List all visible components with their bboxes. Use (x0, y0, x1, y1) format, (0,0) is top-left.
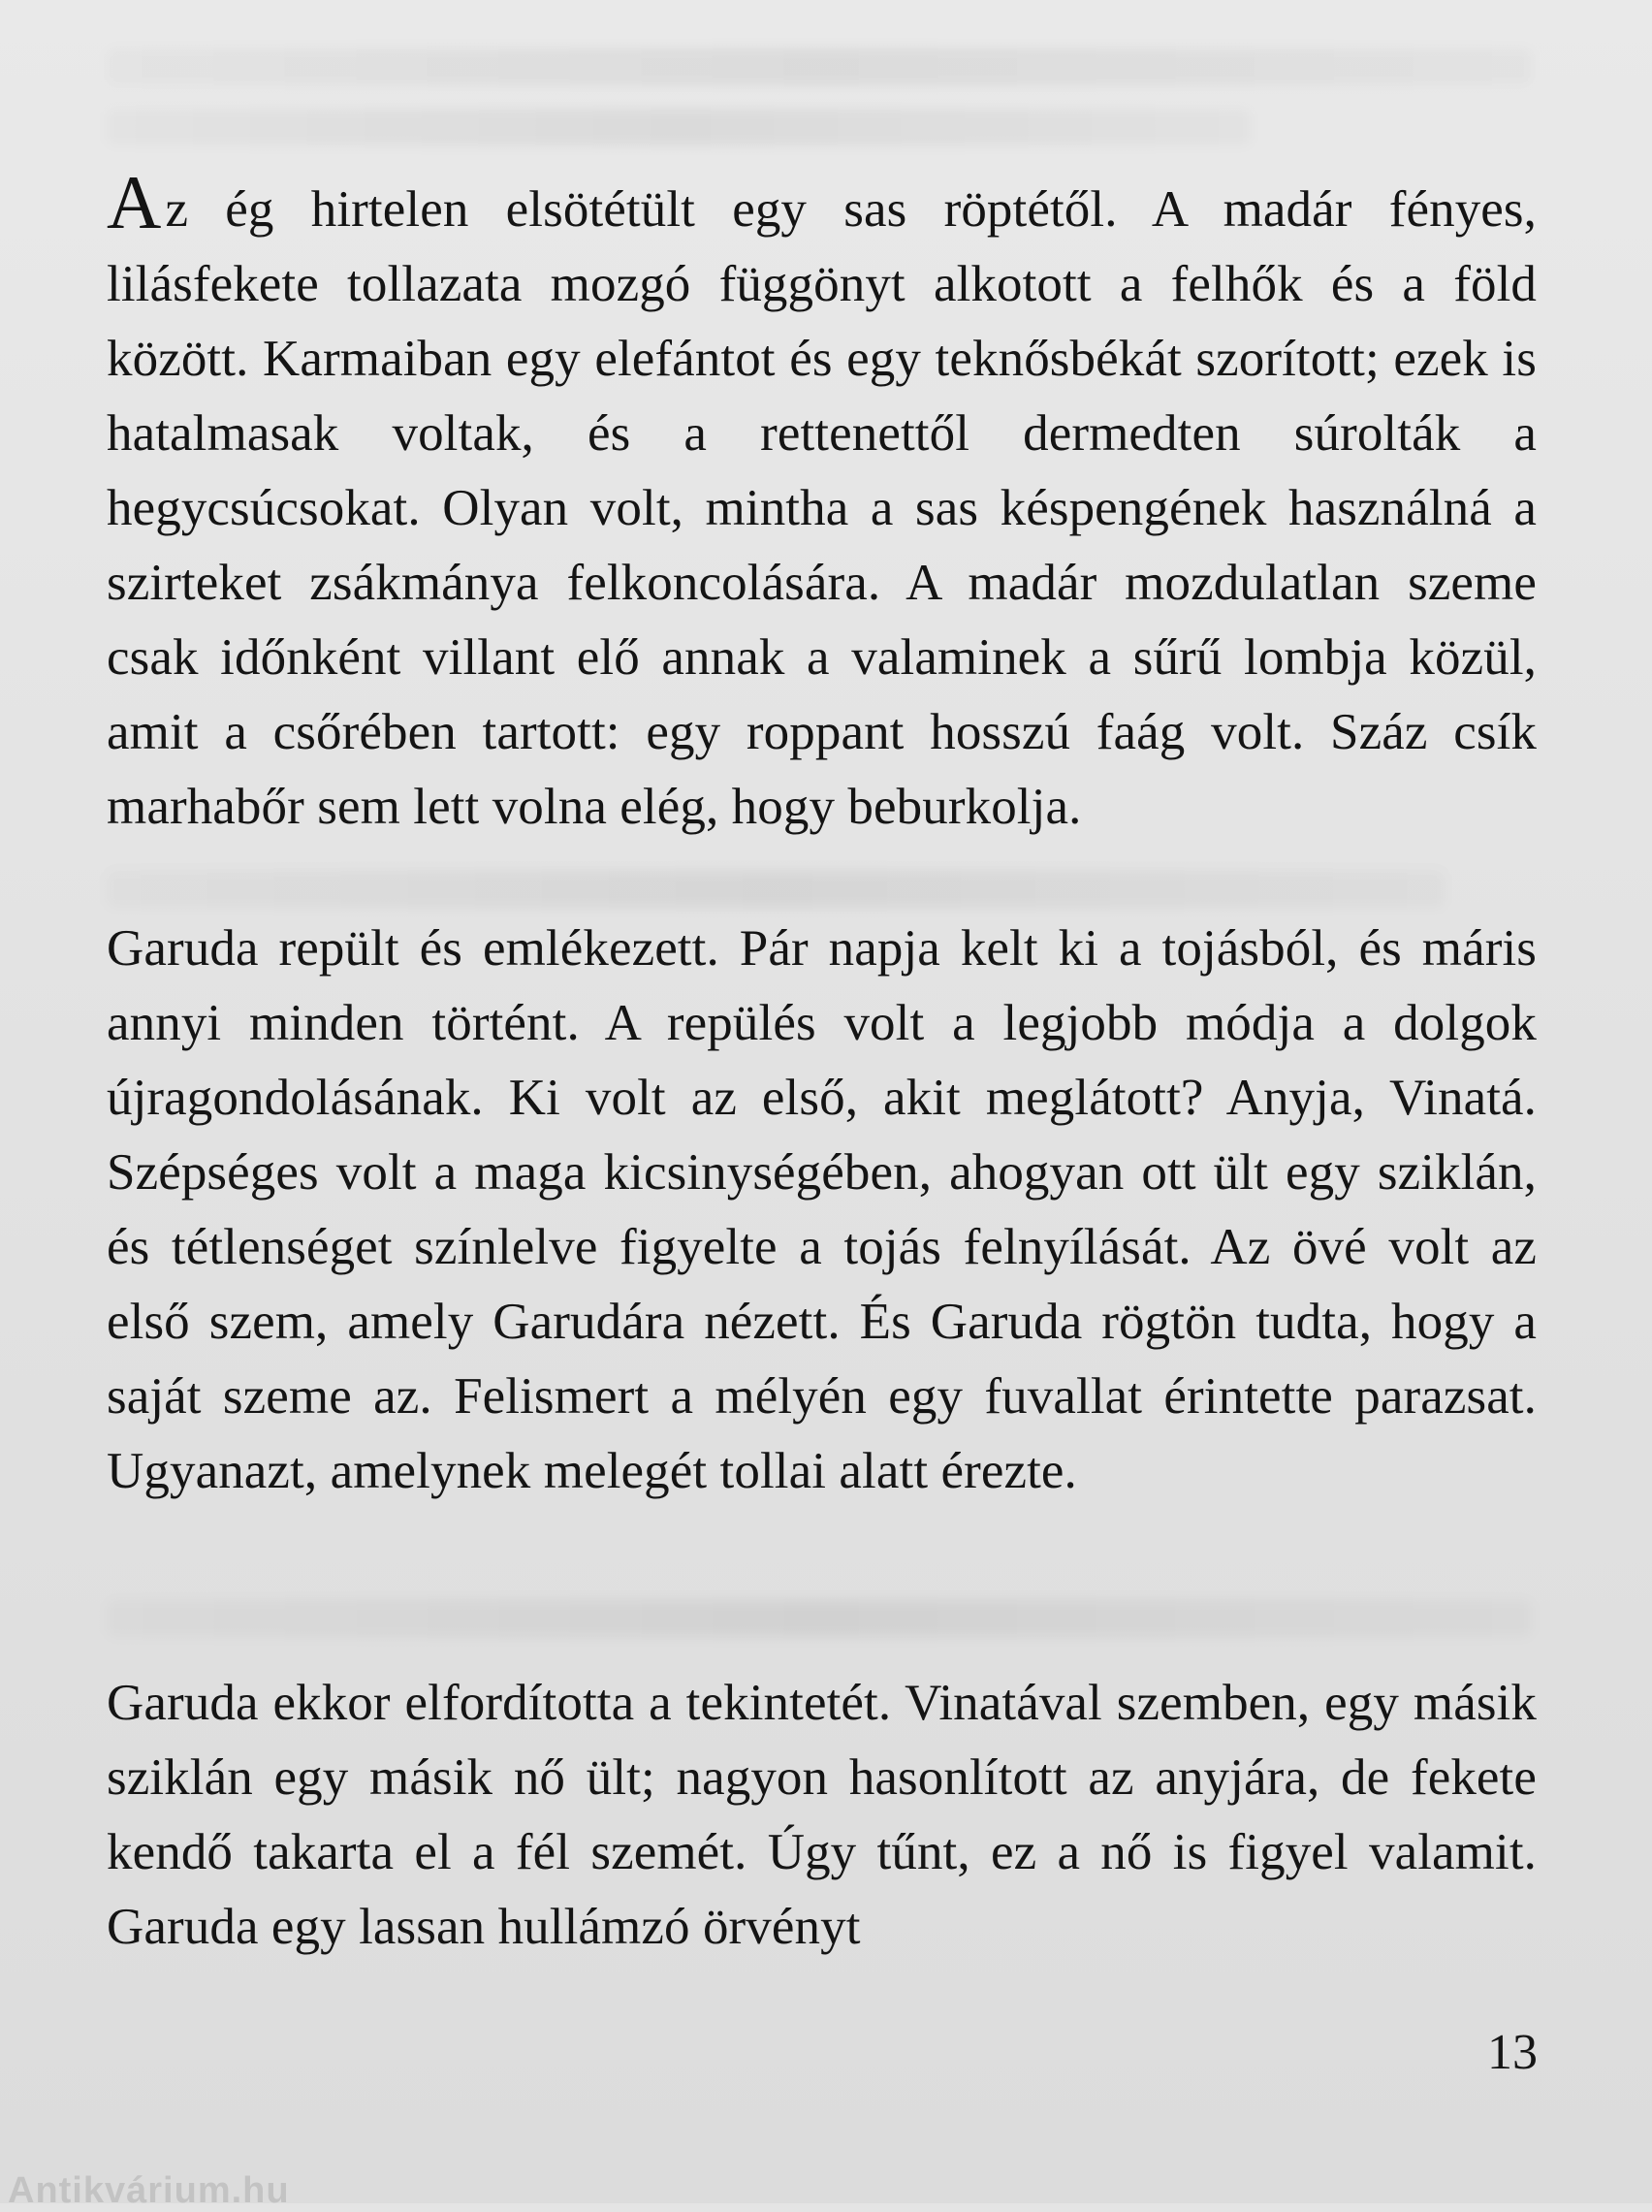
bleed-through-shade (107, 1600, 1532, 1637)
paragraph-2 (107, 912, 1537, 1509)
bleed-through-shade (107, 48, 1532, 85)
paragraph-3-text: Garuda ekkor elfordította a tekintetét. Vinatával szemben, egy másik sziklán egy másik nő ült; nagyon hasonlított az anyjára, de fekete kendő takarta el a fél szemét. Úgy tűnt, ez a nő is figyel valamit. Garuda egy lassan hullámzó örvényt (107, 1675, 1537, 1955)
paragraph-3 (107, 1666, 1537, 1965)
paragraph-1 (107, 160, 1537, 845)
page-number: 13 (1487, 2025, 1538, 2080)
paragraph-1-text: z ég hirtelen elsötétült egy sas röptétől. A madár fényes, lilásfekete tollazata mozgó függönyt alkotott a felhők és a föld között. Karmaiban egy elefántot és egy teknősbékát szorított; ezek is hatalmasak voltak, és a rettenettől dermedten súrolták a hegycsúcsokat. Olyan volt, mintha a sas késpengének használná a szirteket zsákmánya felkoncolására. A madár mozdulatlan szeme csak időnként villant elő annak a valaminek a sűrű lombja közül, amit a csőrében tartott: egy roppant hosszú faág volt. Száz csík marhabőr sem lett volna elég, hogy beburkolja. (107, 181, 1537, 835)
bleed-through-shade (107, 109, 1251, 145)
paragraph-2-text: Garuda repült és emlékezett. Pár napja kelt ki a tojásból, és máris annyi minden történt. A repülés volt a legjobb módja a dolgok újragondolásának. Ki volt az első, akit meglátott? Anyja, Vinatá. Szépséges volt a maga kicsinységében, ahogyan ott ült egy sziklán, és tétlenséget színlelve figyelte a tojás felnyílását. Az övé volt az első szem, amely Garudára nézett. És Garuda rögtön tudta, hogy a saját szeme az. Felismert a mélyén egy fuvallat érintette parazsat. Ugyanazt, amelynek melegét tollai alatt érezte. (107, 920, 1537, 1499)
drop-cap: A (107, 160, 162, 244)
watermark: Antikvárium.hu (8, 2170, 290, 2211)
bleed-through-shade (107, 871, 1445, 908)
